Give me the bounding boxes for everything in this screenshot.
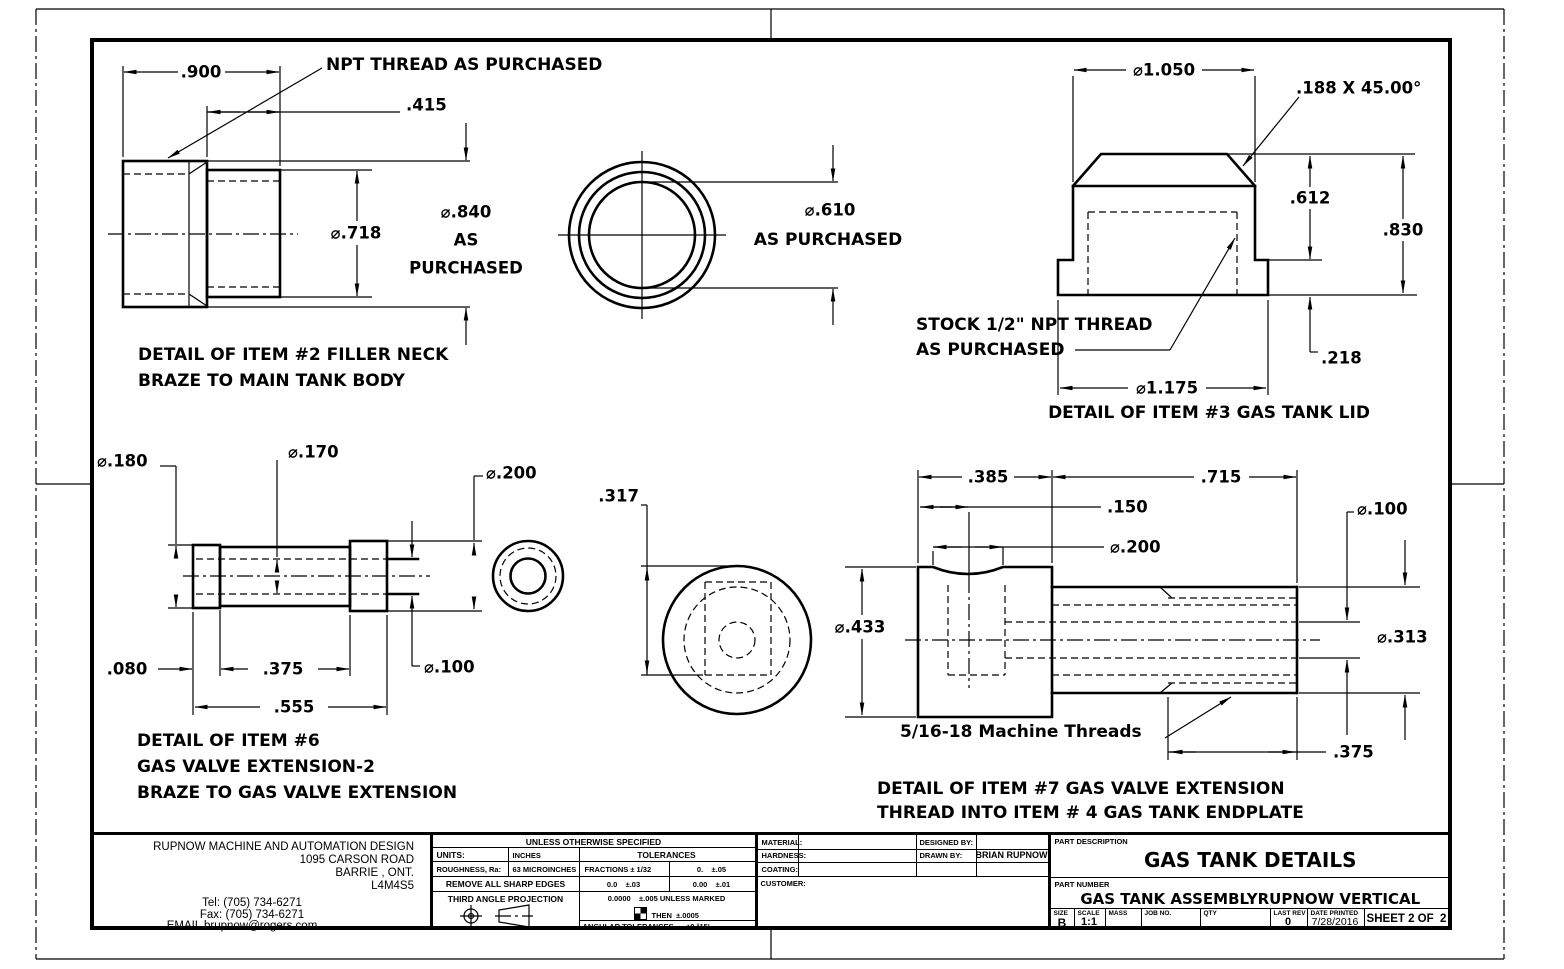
tol-fractions: FRACTIONS ± 1/32 [584, 865, 652, 874]
dim-flat-label: .317 [598, 486, 639, 506]
part-number-label: PART NUMBER [1054, 880, 1110, 889]
designed-by-label: DESIGNED BY: [919, 837, 974, 847]
view-cap-end [558, 145, 902, 325]
tol-dec-d: 0.0000 ±.005 UNLESS MARKED [607, 894, 726, 903]
tol-then-row [579, 905, 755, 923]
units-value: INCHES [512, 851, 541, 860]
dim-l375-label: .375 [262, 659, 304, 679]
part-number-value: GAS TANK ASSEMBLYRUPNOW VERTICAL [1080, 890, 1421, 908]
dim-l555-label: .555 [273, 697, 315, 717]
scale-value: 1:1 [1081, 916, 1097, 928]
caption-line2: THREAD INTO ITEM # 4 GAS TANK ENDPLATE [877, 803, 1304, 823]
drawn-by-label: DRAWN BY: [919, 851, 963, 860]
view-item7 [835, 468, 1428, 824]
chamfer-label: .188 X 45.00° [1296, 78, 1422, 98]
stock-note-line1: STOCK 1/2" NPT THREAD [916, 315, 1153, 335]
dim-l375-label: .375 [1333, 742, 1374, 762]
dim-d100-label: ⌀.100 [1357, 499, 1408, 519]
dim-width-label: .900 [180, 62, 222, 82]
company-name: RUPNOW MACHINE AND AUTOMATION DESIGN [153, 841, 414, 853]
material-label: MATERIAL: [761, 837, 803, 847]
dim-d200-label: ⌀.200 [486, 463, 537, 483]
drawn-by-value: BRIAN RUPNOW [975, 850, 1048, 860]
size-label: SIZE [1053, 910, 1068, 917]
scale-label: SCALE [1077, 910, 1100, 917]
company-address1: 1095 CARSON ROAD [299, 854, 414, 866]
dim-d433-label: ⌀.433 [834, 617, 886, 637]
stock-note-line2: AS PURCHASED [916, 340, 1065, 360]
fields-block [758, 835, 1049, 931]
dim-flange-thickness-label: .218 [1321, 348, 1362, 368]
part-block [1051, 835, 1451, 931]
geometry-lines [158, 460, 563, 715]
dim-step-label: .415 [406, 95, 447, 115]
last-rev-value: 0 [1284, 916, 1292, 928]
job-no-label: JOB NO. [1144, 910, 1172, 917]
company-address2: BARRIE , ONT. [335, 867, 414, 879]
tol-angular: ANGULAR TOLERANCES ±0 °15' [582, 922, 710, 931]
roughness-label: ROUGHNESS, Ra: [436, 865, 502, 874]
units-label: UNITS: [436, 850, 465, 860]
view-item6 [97, 443, 563, 804]
view-item7-end [598, 487, 811, 715]
dim-d200-label: ⌀.200 [1110, 537, 1161, 557]
caption-line1: DETAIL OF ITEM #2 FILLER NECK [138, 345, 449, 365]
dim-od-label: ⌀.718 [330, 223, 382, 243]
caption: DETAIL OF ITEM #3 GAS TANK LID [1048, 403, 1370, 423]
caption-line2: BRAZE TO MAIN TANK BODY [138, 371, 405, 391]
caption-line1: DETAIL OF ITEM #6 [137, 731, 320, 751]
title-block [92, 832, 1450, 932]
coating-label: COATING: [761, 864, 799, 874]
dim-top-od-label: ⌀1.050 [1132, 60, 1196, 80]
dim-l385-label: .385 [967, 467, 1009, 487]
dim-id-label: ⌀.610 [804, 200, 856, 220]
part-description-value: GAS TANK DETAILS [1144, 848, 1357, 872]
third-angle-symbol-icon [457, 903, 557, 929]
threads-note: 5/16-18 Machine Threads [900, 722, 1142, 742]
specs-header: UNLESS OTHERWISE SPECIFIED [525, 837, 662, 847]
dim-purchased-line1: ⌀.840 [440, 202, 492, 222]
dim-purchased-line3: PURCHASED [409, 258, 523, 278]
dim-flange-od-label: ⌀1.175 [1135, 378, 1199, 398]
sharp-edges-note: REMOVE ALL SHARP EDGES [445, 879, 566, 889]
dim-d180-label: ⌀.180 [97, 451, 148, 471]
part-description-label: PART DESCRIPTION [1054, 837, 1128, 846]
dim-total-height-label: .830 [1382, 220, 1424, 240]
geometry-lines [641, 505, 811, 714]
tol-then: THEN ±.0005 [651, 911, 699, 920]
dim-d170-label: ⌀.170 [288, 442, 339, 462]
dim-upper-height-label: .612 [1289, 188, 1331, 208]
date-printed-value: 7/28/2016 [1311, 916, 1359, 928]
caption-line1: DETAIL OF ITEM #7 GAS VALVE EXTENSION [877, 779, 1285, 799]
view-gas-tank-lid [916, 61, 1423, 424]
date-printed-label: DATE PRINTED [1310, 910, 1359, 917]
company-block [92, 835, 430, 931]
as-purchased-note: AS PURCHASED [753, 230, 903, 250]
dim-d313-label: ⌀.313 [1377, 627, 1428, 647]
caption-line3: BRAZE TO GAS VALVE EXTENSION [137, 783, 458, 803]
tol-dec-b: 0.0 ±.03 [606, 880, 641, 889]
hardness-label: HARDNESS: [761, 851, 807, 860]
qty-label: QTY [1203, 910, 1217, 917]
tolerance-checker-icon [634, 907, 647, 920]
company-address3: L4M4S5 [371, 880, 414, 892]
tolerances-header: TOLERANCES [637, 850, 696, 860]
last-rev-label: LAST REV [1273, 910, 1306, 917]
view-filler-neck [108, 55, 602, 391]
dim-l715-label: .715 [1200, 467, 1242, 487]
company-tel: Tel: (705) 734-6271 [202, 897, 302, 909]
customer-label: CUSTOMER: [760, 879, 806, 888]
mass-label: MASS [1108, 910, 1128, 917]
sheet-label: SHEET 2 OF 2 [1366, 913, 1447, 925]
caption-line2: GAS VALVE EXTENSION-2 [137, 757, 375, 777]
dim-purchased-line2: AS [453, 230, 479, 250]
company-email: EMAIL brupnow@rogers.com [166, 920, 318, 932]
geometry-lines [1058, 70, 1417, 395]
dim-l150-label: .150 [1107, 497, 1148, 517]
size-value: B [1057, 916, 1067, 930]
company-fax: Fax: (705) 734-6271 [199, 909, 305, 921]
roughness-value: 63 MICROINCHES [512, 865, 577, 874]
dim-l080-label: .080 [106, 659, 148, 679]
tol-dec-c: 0.00 ±.01 [692, 880, 731, 889]
tol-dec-a: 0. ±.05 [696, 865, 727, 874]
npt-note: NPT THREAD AS PURCHASED [326, 55, 603, 75]
dim-d100-label: ⌀.100 [424, 657, 475, 677]
projection-label: THIRD ANGLE PROJECTION [447, 894, 564, 904]
specs-block [433, 835, 755, 931]
